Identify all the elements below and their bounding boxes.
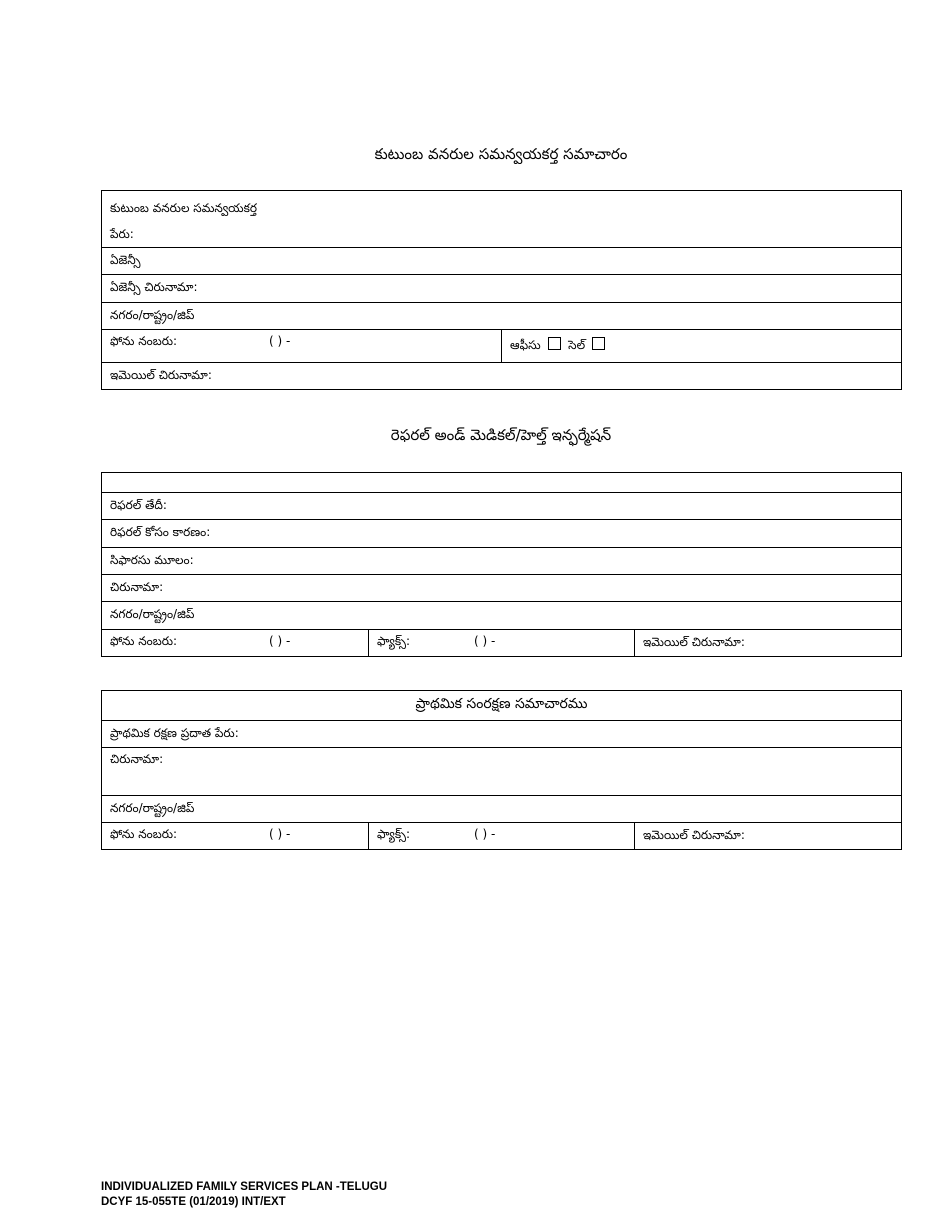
primary-care-table	[101, 690, 902, 850]
agency-address-label: ఏజెన్సీ చిరునామా:	[110, 280, 198, 294]
primary-care-phone-field[interactable]	[102, 823, 369, 850]
referral-city-label: నగరం/రాష్ట్రం/జిప్	[110, 607, 195, 621]
provider-name-field[interactable]	[102, 721, 902, 748]
provider-name-label: ప్రాథమిక రక్షణ ప్రదాత పేరు:	[110, 725, 239, 740]
primary-care-fax-mask: ( ) -	[474, 827, 496, 841]
referral-date-field[interactable]	[102, 493, 902, 520]
coordinator-name-cell[interactable]	[102, 191, 902, 248]
primary-care-phone-mask: ( ) -	[269, 827, 291, 841]
coordinator-table	[101, 190, 902, 390]
coordinator-phone-mask: ( ) -	[269, 334, 291, 348]
coordinator-city-field[interactable]	[102, 303, 902, 330]
office-checkbox-icon[interactable]	[548, 337, 561, 350]
primary-care-phone-label: ఫోను నంబరు:	[110, 827, 178, 841]
referral-address-field[interactable]	[102, 575, 902, 602]
coordinator-email-field[interactable]	[102, 363, 902, 390]
primary-care-fax-field[interactable]	[369, 823, 635, 850]
referral-fax-field[interactable]	[369, 630, 635, 657]
referral-date-label: రెఫరల్ తేదీ:	[110, 497, 167, 512]
primary-care-address-label: చిరునామా:	[110, 752, 164, 766]
agency-address-field[interactable]	[102, 275, 902, 303]
primary-care-fax-label: ఫ్యాక్స్:	[377, 827, 411, 841]
referral-phone-label: ఫోను నంబరు:	[110, 634, 178, 648]
cell-label: సెల్	[568, 338, 586, 352]
coordinator-phone-label: ఫోను నంబరు:	[110, 334, 178, 348]
primary-care-city-field[interactable]	[102, 796, 902, 823]
referral-email-field[interactable]	[635, 630, 902, 657]
primary-care-email-label: ఇమెయిల్ చిరునామా:	[643, 827, 745, 842]
form-footer	[101, 1180, 387, 1210]
coordinator-email-label: ఇమెయిల్ చిరునామా:	[110, 367, 212, 382]
referral-email-label: ఇమెయిల్ చిరునామా:	[643, 634, 745, 649]
agency-label: ఏజెన్సీ	[110, 252, 141, 267]
referral-phone-mask: ( ) -	[269, 634, 291, 648]
referral-phone-field[interactable]	[102, 630, 369, 657]
referral-fax-mask: ( ) -	[474, 634, 496, 648]
referral-fax-label: ఫ్యాక్స్:	[377, 634, 411, 648]
referral-source-label: సిఫారసు మూలం:	[110, 552, 194, 567]
primary-care-city-label: నగరం/రాష్ట్రం/జిప్	[110, 800, 195, 815]
referral-heading: రెఫరల్ అండ్ మెడికల్/హెల్త్ ఇన్ఫర్మేషన్	[390, 426, 612, 444]
referral-source-field[interactable]	[102, 548, 902, 575]
footer-form-title: INDIVIDUALIZED FAMILY SERVICES PLAN -TELUGU	[101, 1181, 388, 1193]
referral-city-field[interactable]	[102, 602, 902, 630]
coordinator-heading: కుటుంబ వనరుల సమన్వయకర్త సమాచారం	[374, 145, 628, 163]
coordinator-title-line: కుటుంబ వనరుల సమన్వయకర్త	[110, 201, 257, 215]
primary-care-address-field[interactable]	[102, 748, 902, 796]
referral-reason-label: రిఫరల్ కోసం కారణం:	[110, 525, 211, 539]
phone-type-cell	[502, 330, 902, 363]
primary-care-email-field[interactable]	[635, 823, 902, 850]
cell-checkbox-icon[interactable]	[592, 337, 605, 350]
referral-table	[101, 472, 902, 657]
primary-care-heading: ప్రాథమిక సంరక్షణ సమాచారము	[102, 691, 902, 721]
footer-form-number: DCYF 15-055TE (01/2019) INT/EXT	[101, 1196, 286, 1208]
coordinator-city-label: నగరం/రాష్ట్రం/జిప్	[110, 307, 195, 322]
referral-address-label: చిరునామా:	[110, 579, 164, 594]
agency-field[interactable]	[102, 248, 902, 275]
office-label: ఆఫీసు	[510, 338, 541, 352]
coordinator-phone-field[interactable]	[102, 330, 502, 363]
coordinator-name-label: పేరు:	[110, 227, 134, 241]
referral-reason-field[interactable]	[102, 520, 902, 548]
referral-blank-row	[102, 473, 902, 493]
